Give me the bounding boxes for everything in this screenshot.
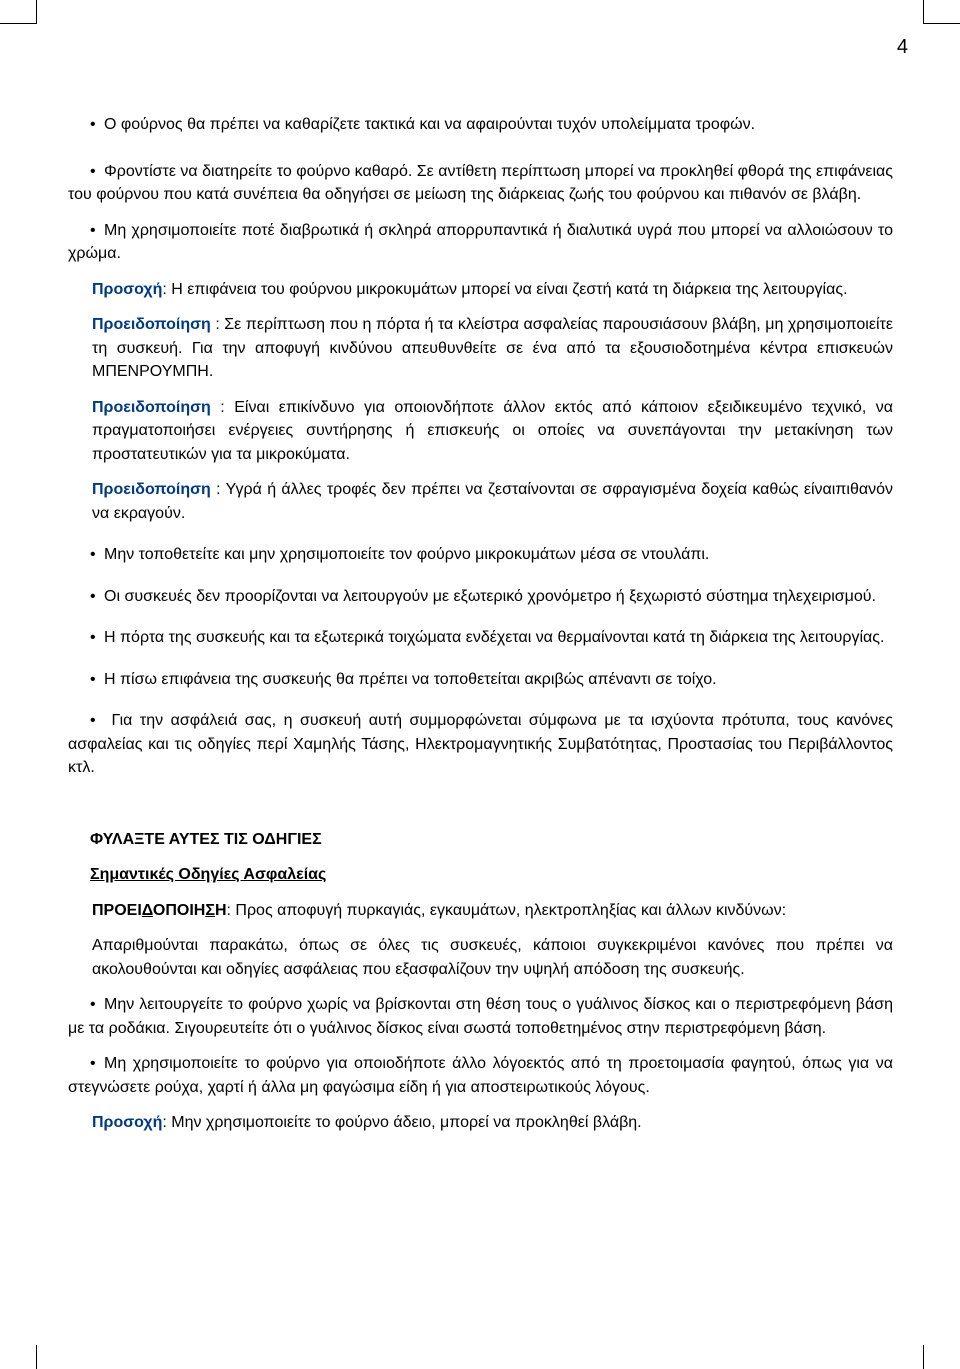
note-warning-sealed-containers — [68, 478, 893, 525]
page-number: 4 — [896, 36, 908, 58]
note-label: Προσοχή — [92, 1114, 163, 1131]
warning-text: : Προς αποφυγή πυρκαγιάς, εγκαυμάτων, ηλεκτροπληξίας και άλλων κινδύνων: — [226, 901, 787, 919]
note-label: Προσοχή — [92, 280, 163, 298]
bullet-compliance: • Για την ασφάλειά σας, η συσκευή αυτή συμμορφώνεται σύμφωνα με τα ισχύοντα πρότυπα, τους κανόνες ασφαλείας και τις οδηγίες περί Χαμηλής Τάσης, Ηλεκτρομαγνητικής Συμβατότητας, Προστασίας του Περιβάλλοντος κτλ. — [68, 709, 893, 780]
crop-mark-bottom-right-vertical — [923, 1345, 924, 1369]
bullet-keep-clean: • Φροντίστε να διατηρείτε το φούρνο καθαρό. Σε αντίθετη περίπτωση μπορεί να προκληθεί φθορά της επιφάνειας του φούρνου που κατά συνέπεια θα οδηγήσει σε μείωση της διάρκειας ζωής του φούρνου και πιθανόν σε βλάβη. — [68, 160, 893, 207]
section-subtitle: Σημαντικές Οδηγίες Ασφαλείας — [90, 866, 327, 883]
section-title: ΦΥΛΑΞΤΕ ΑΥΤΕΣ ΤΙΣ ΟΔΗΓΙΕΣ — [90, 830, 322, 848]
note-text: : Υγρά ή άλλες τροφές δεν πρέπει να ζεσταίνονται σε σφραγισμένα δοχεία καθώς είναιπιθανόν να εκραγούν. — [92, 481, 893, 522]
warning-label: ΠΡΟΕΙΔΟΠΟΙΗΣΗ — [92, 901, 227, 919]
bullet-no-abrasives: • Μη χρησιμοποιείτε ποτέ διαβρωτικά ή σκληρά απορρυπαντικά ή διαλυτικά υγρά που μπορεί να αλλοιώσουν το χρώμα. — [68, 219, 893, 266]
note-label: Προειδοποίηση — [92, 316, 211, 333]
crop-mark-top-left-horizontal — [0, 23, 37, 24]
note-text: : Μην χρησιμοποιείτε το φούρνο άδειο, μπορεί να προκληθεί βλάβη. — [162, 1114, 642, 1131]
bullet-hot-door: • Η πόρτα της συσκευής και τα εξωτερικά τοιχώματα ενδέχεται να θερμαίνονται κατά τη διάρκεια της λειτουργίας. — [68, 626, 893, 650]
bullet-food-only: • Μη χρησιμοποιείτε το φούρνο για οποιοδήποτε άλλο λόγοεκτός από τη προετοιμασία φαγητού, όπως για να στεγνώσετε ρούχα, χαρτί ή άλλα μη φαγώσιμα είδη ή για αποστειρωτικούς λόγους. — [68, 1052, 893, 1099]
crop-mark-top-right-vertical — [923, 0, 924, 24]
note-warning-door-damage — [68, 313, 893, 384]
document-body — [68, 113, 893, 1135]
note-caution-empty — [68, 1111, 893, 1135]
note-caution-hot-surface — [68, 278, 893, 302]
note-text: : Είναι επικίνδυνο για οποιονδήποτε άλλον εκτός από κάποιον εξειδικευμένο τεχνικό, να πραγματοποιήσει ενέργειες συντήρησης ή επισκευής οι οποίες να συνεπάγονται την μετακίνηση των προστατευτικών για τα μικροκύματα. — [92, 398, 893, 463]
bullet-cleaning: • Ο φούρνος θα πρέπει να καθαρίζετε τακτικά και να αφαιρούνται τυχόν υπολείμματα τροφών. — [68, 113, 893, 137]
crop-mark-top-left-vertical — [36, 0, 37, 24]
note-label: Προειδοποίηση — [92, 481, 211, 498]
note-text: : Η επιφάνεια του φούρνου μικροκυμάτων μπορεί να είναι ζεστή κατά τη διάρκεια της λειτουργίας. — [162, 280, 848, 298]
crop-mark-bottom-left-vertical — [36, 1345, 37, 1369]
crop-mark-top-right-horizontal — [923, 23, 960, 24]
safety-intro: Απαριθμούνται παρακάτω, όπως σε όλες τις συσκευές, κάποιοι συγκεκριμένοι κανόνες που πρέπει να ακολουθούνται και οδηγίες ασφάλειας που εξασφαλίζουν την υψηλή απόδοση της συσκευής. — [92, 937, 893, 978]
note-label: Προειδοποίηση — [92, 398, 211, 416]
note-warning-technician — [68, 396, 893, 467]
bullet-glass-tray: • Μην λειτουργείτε το φούρνο χωρίς να βρίσκονται στη θέση τους ο γυάλινος δίσκος και ο περιστρεφόμενη βάση με τα ροδάκια. Σιγουρευτείτε ότι ο γυάλινος δίσκος είναι σωστά τοποθετημένος στην περιστρεφόμενη βάση. — [68, 993, 893, 1040]
safety-warning — [68, 899, 893, 923]
bullet-rear-wall: • Η πίσω επιφάνεια της συσκευής θα πρέπει να τοποθετείται ακριβώς απέναντι σε τοίχο. — [68, 668, 893, 692]
bullet-no-timer: • Οι συσκευές δεν προορίζονται να λειτουργούν με εξωτερικό χρονόμετρο ή ξεχωριστό σύστημα τηλεχειρισμού. — [68, 585, 893, 609]
note-text: : Σε περίπτωση που η πόρτα ή τα κλείστρα ασφαλείας παρουσιάσουν βλάβη, μη χρησιμοποιείτε τη συσκευή. Για την αποφυγή κινδύνου απευθυνθείτε σε ένα από τα εξουσιοδοτημένα κέντρα επισκευών ΜΠΕΝΡΟΥΜΠΗ. — [92, 316, 893, 380]
bullet-no-cabinet: • Μην τοποθετείτε και μην χρησιμοποιείτε τον φούρνο μικροκυμάτων μέσα σε ντουλάπι. — [68, 543, 893, 567]
